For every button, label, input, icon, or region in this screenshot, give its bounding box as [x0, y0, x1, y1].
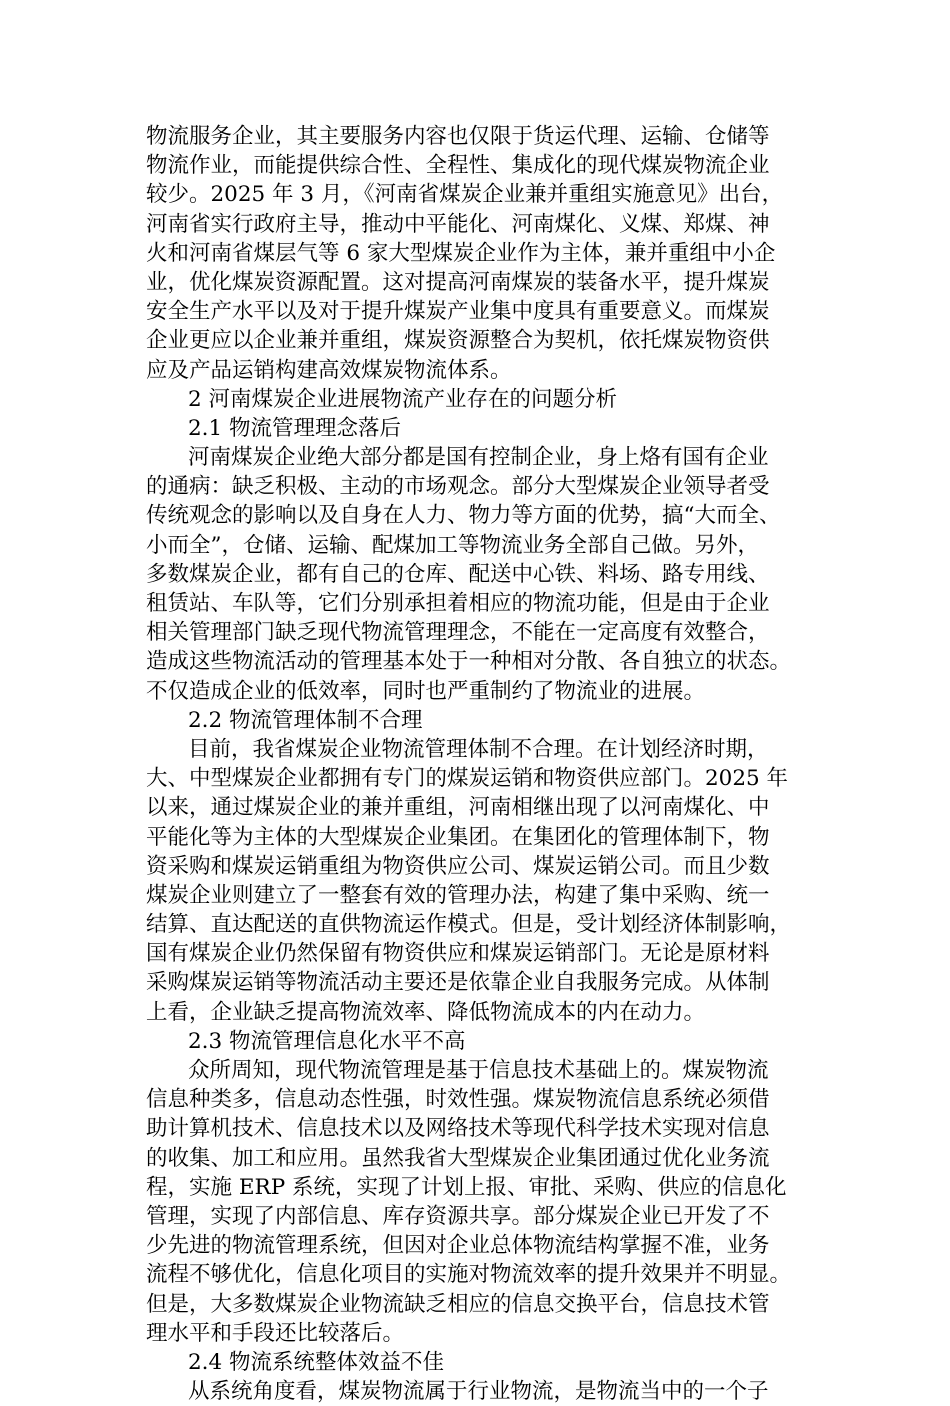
paragraph-line: 上看，企业缺乏提高物流效率、降低物流成本的内在动力。: [146, 999, 706, 1025]
paragraph-line: 信息种类多，信息动态性强，时效性强。煤炭物流信息系统必须借: [146, 1087, 770, 1113]
paragraph-line: 众所周知，现代物流管理是基于信息技术基础上的。煤炭物流: [188, 1058, 769, 1083]
section-heading: 2.3 物流管理信息化水平不高: [188, 1028, 466, 1054]
paragraph-line: 相关管理部门缺乏现代物流管理理念，不能在一定高度有效整合，: [146, 620, 770, 646]
paragraph-line: 但是，大多数煤炭企业物流缺乏相应的信息交换平台，信息技术管: [146, 1291, 770, 1317]
paragraph-line: 目前，我省煤炭企业物流管理体制不合理。在计划经济时期，: [188, 736, 769, 762]
paragraph-line: 以来，通过煤炭企业的兼并重组，河南相继出现了以河南煤化、中: [146, 795, 770, 821]
paragraph-line: 从系统角度看，煤炭物流属于行业物流，是物流当中的一个子: [188, 1379, 769, 1405]
paragraph-line: 国有煤炭企业仍然保留有物资供应和煤炭运销部门。无论是原材料: [146, 941, 770, 967]
paragraph-line: 少先进的物流管理系统，但因对企业总体物流结构掌握不准，业务: [146, 1233, 770, 1259]
paragraph-line: 物流服务企业，其主要服务内容也仅限于货运代理、运输、仓储等: [146, 124, 770, 149]
paragraph-line: 助计算机技术、信息技术以及网络技术等现代科学技术实现对信息: [146, 1116, 770, 1142]
paragraph-line: 结算、直达配送的直供物流运作模式。但是，受计划经济体制影响，: [146, 912, 792, 938]
paragraph-line: 租赁站、车队等，它们分别承担着相应的物流功能，但是由于企业: [146, 591, 770, 616]
paragraph-line: 流程不够优化，信息化项目的实施对物流效率的提升效果并不明显。: [146, 1262, 792, 1288]
paragraph-line: 平能化等为主体的大型煤炭企业集团。在集团化的管理体制下，物: [146, 824, 770, 850]
paragraph-line: 河南省实行政府主导，推动中平能化、河南煤化、义煤、郑煤、神: [146, 211, 770, 237]
paragraph-line: 管理，实现了内部信息、库存资源共享。部分煤炭企业已开发了不: [146, 1203, 770, 1229]
paragraph-line: 传统观念的影响以及自身在人力、物力等方面的优势，搞“大而全、: [146, 503, 781, 529]
paragraph-line: 企业更应以企业兼并重组，煤炭资源整合为契机，依托煤炭物资供: [146, 328, 770, 354]
paragraph-line: 煤炭企业则建立了一整套有效的管理办法，构建了集中采购、统一: [146, 882, 770, 908]
document-body: [146, 122, 798, 1406]
paragraph-line: 业，优化煤炭资源配置。这对提高河南煤炭的装备水平，提升煤炭: [146, 269, 770, 295]
paragraph-line: 不仅造成企业的低效率，同时也严重制约了物流业的进展。: [146, 678, 706, 704]
section-heading: 2.4 物流系统整体效益不佳: [188, 1349, 445, 1375]
paragraph-line: 小而全”，仓储、运输、配煤加工等物流业务全部自己做。另外，: [146, 532, 759, 558]
paragraph-line: 程，实施 ERP 系统，实现了计划上报、审批、采购、供应的信息化: [146, 1174, 787, 1200]
paragraph-line: 火和河南省煤层气等 6 家大型煤炭企业作为主体，兼并重组中小企: [146, 240, 776, 266]
paragraph-line: 较少。2025 年 3 月，《河南省煤炭企业兼并重组实施意见》出台，: [146, 182, 784, 208]
paragraph-line: 造成这些物流活动的管理基本处于一种相对分散、各自独立的状态。: [146, 649, 792, 675]
paragraph-line: 多数煤炭企业，都有自己的仓库、配送中心铁、料场、路专用线、: [146, 561, 770, 587]
section-heading: 2.1 物流管理理念落后: [188, 415, 402, 441]
paragraph-line: 理水平和手段还比较落后。: [146, 1320, 405, 1346]
paragraph-line: 大、中型煤炭企业都拥有专门的煤炭运销和物资供应部门。2025 年: [146, 766, 789, 792]
paragraph-line: 河南煤炭企业绝大部分都是国有控制企业，身上烙有国有企业: [188, 445, 769, 471]
section-heading: 2.2 物流管理体制不合理: [188, 707, 423, 733]
paragraph-line: 资采购和煤炭运销重组为物资供应公司、煤炭运销公司。而且少数: [146, 853, 770, 879]
paragraph-line: 采购煤炭运销等物流活动主要还是依靠企业自我服务完成。从体制: [146, 970, 770, 996]
paragraph-line: 的收集、加工和应用。虽然我省大型煤炭企业集团通过优化业务流: [146, 1145, 770, 1171]
paragraph-line: 应及产品运销构建高效煤炭物流体系。: [146, 357, 512, 383]
paragraph-line: 物流作业，而能提供综合性、全程性、集成化的现代煤炭物流企业: [146, 153, 770, 179]
paragraph-line: 的通病：缺乏积极、主动的市场观念。部分大型煤炭企业领导者受: [146, 474, 770, 500]
paragraph-line: 安全生产水平以及对于提升煤炭产业集中度具有重要意义。而煤炭: [146, 299, 770, 325]
section-heading: 2 河南煤炭企业进展物流产业存在的问题分析: [188, 386, 618, 412]
